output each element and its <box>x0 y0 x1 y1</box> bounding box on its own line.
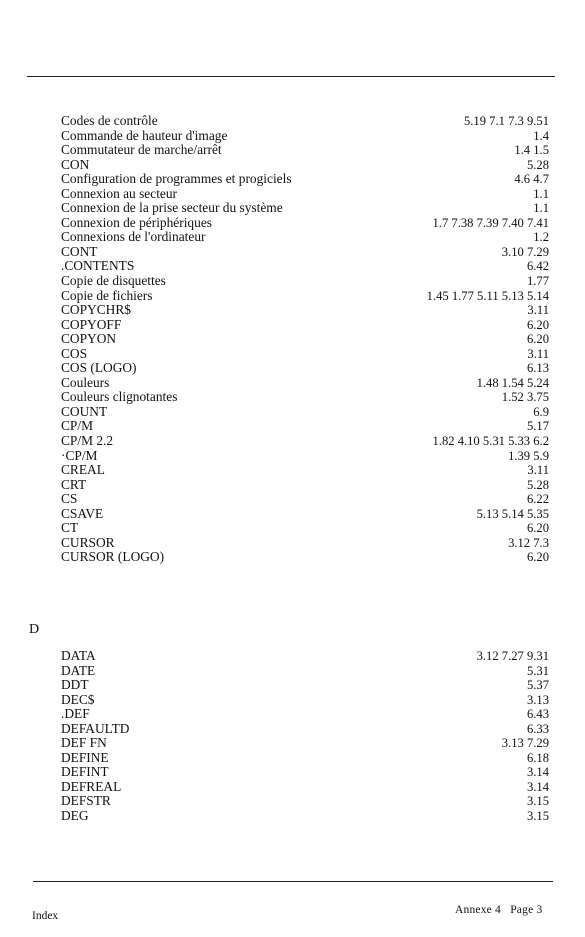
index-entry <box>61 550 549 565</box>
index-entry <box>61 463 549 478</box>
entry-term: COPYCHR$ <box>61 302 131 318</box>
index-entry <box>61 780 549 795</box>
entry-term: DEFSTR <box>61 793 111 809</box>
entry-term: Couleurs clignotantes <box>61 389 178 405</box>
entry-term: Copie de disquettes <box>61 273 166 289</box>
entry-term: CP/M 2.2 <box>61 433 114 449</box>
index-entry <box>61 736 549 751</box>
index-entry <box>61 158 549 173</box>
index-entry <box>61 332 549 347</box>
index-entry <box>61 245 549 260</box>
index-entry <box>61 274 549 289</box>
index-entry <box>61 230 549 245</box>
entry-term: CURSOR <box>61 534 115 550</box>
entry-term: COPYOFF <box>61 316 122 332</box>
entry-term: Commutateur de marche/arrêt <box>61 142 222 158</box>
entry-term: DATE <box>61 662 96 678</box>
entry-page-references: 6.33 <box>526 721 549 736</box>
entry-term: CURSOR (LOGO) <box>61 549 165 565</box>
entry-page-references: 3.13 <box>526 692 549 707</box>
index-entry <box>61 143 549 158</box>
entry-page-references: 6.43 <box>526 707 549 722</box>
entry-page-references: 1.45 1.77 5.11 5.13 5.14 <box>426 288 549 303</box>
index-entry <box>61 751 549 766</box>
entry-page-references: 3.12 7.3 <box>508 535 549 550</box>
entry-term: DATA <box>61 648 96 663</box>
entry-page-references: 5.31 <box>526 663 549 678</box>
entry-page-references: 6.20 <box>526 550 549 565</box>
entry-page-references: 6.20 <box>526 332 549 347</box>
entry-page-references: 1.48 1.54 5.24 <box>476 375 549 390</box>
entry-page-references: 5.28 <box>526 157 549 172</box>
entry-term: COUNT <box>61 403 108 419</box>
index-entry <box>61 765 549 780</box>
entry-page-references: 5.19 7.1 7.3 9.51 <box>463 114 549 128</box>
entry-page-references: 6.20 <box>526 521 549 536</box>
entry-page-references: 6.42 <box>526 259 549 274</box>
entry-term: CT <box>61 520 79 536</box>
index-entry <box>61 216 549 231</box>
index-section-c <box>61 114 549 565</box>
index-entry <box>61 405 549 420</box>
entry-term: Configuration de programmes et progiciels <box>61 171 292 187</box>
index-entry <box>61 434 549 449</box>
entry-page-references: 1.2 <box>533 230 549 245</box>
entry-term: Connexion de la prise secteur du système <box>61 200 283 216</box>
entry-page-references: 1.1 <box>533 201 549 216</box>
entry-term: DEG <box>61 808 89 824</box>
index-entry <box>61 347 549 362</box>
footer-section-name: Index <box>32 910 59 922</box>
entry-term: .CONTENTS <box>61 258 135 274</box>
index-entry <box>61 678 549 693</box>
entry-page-references: 1.7 7.38 7.39 7.40 7.41 <box>432 215 549 230</box>
entry-term: COS (LOGO) <box>61 360 137 376</box>
entry-page-references: 3.10 7.29 <box>501 244 549 259</box>
index-entry <box>61 318 549 333</box>
index-entry <box>61 259 549 274</box>
entry-term: CONT <box>61 243 98 259</box>
entry-term: CS <box>61 491 78 507</box>
entry-term: Copie de fichiers <box>61 287 153 303</box>
index-entry <box>61 187 549 202</box>
entry-page-references: 5.17 <box>526 419 549 434</box>
entry-term: .DEF <box>61 706 90 722</box>
entry-term: COS <box>61 345 88 361</box>
section-letter-d: D <box>29 622 40 637</box>
entry-page-references: 4.6 4.7 <box>514 172 549 187</box>
index-entry <box>61 664 549 679</box>
index-entry <box>61 201 549 216</box>
index-entry <box>61 649 549 664</box>
entry-page-references: 6.22 <box>526 492 549 507</box>
entry-page-references: 6.9 <box>533 404 549 419</box>
index-entry <box>61 419 549 434</box>
entry-page-references: 3.11 <box>527 303 549 318</box>
entry-term: CON <box>61 156 90 172</box>
entry-page-references: 1.77 <box>526 274 549 289</box>
entry-page-references: 3.12 7.27 9.31 <box>476 649 549 663</box>
entry-term: Couleurs <box>61 374 110 390</box>
entry-term: COPYON <box>61 331 117 347</box>
entry-term: CSAVE <box>61 505 104 521</box>
index-section-d <box>61 649 549 824</box>
entry-term: ·CP/M <box>61 447 98 463</box>
entry-page-references: 5.37 <box>526 678 549 693</box>
entry-page-references: 1.39 5.9 <box>508 448 549 463</box>
index-entry <box>61 390 549 405</box>
entry-term: Connexions de l'ordinateur <box>61 229 206 245</box>
entry-term: Connexion de périphériques <box>61 214 212 230</box>
index-entry <box>61 507 549 522</box>
entry-page-references: 1.4 <box>533 128 549 143</box>
entry-term: Commande de hauteur d'image <box>61 127 228 143</box>
index-entry <box>61 172 549 187</box>
entry-page-references: 6.20 <box>526 317 549 332</box>
entry-term: DEFINE <box>61 749 109 765</box>
entry-page-references: 3.14 <box>526 779 549 794</box>
entry-page-references: 1.1 <box>533 186 549 201</box>
index-entry <box>61 722 549 737</box>
index-entry <box>61 521 549 536</box>
index-entry <box>61 361 549 376</box>
entry-page-references: 5.13 5.14 5.35 <box>476 506 549 521</box>
entry-term: DEFREAL <box>61 778 122 794</box>
footer-rule <box>33 881 553 882</box>
entry-term: CP/M <box>61 418 94 434</box>
entry-page-references: 6.13 <box>526 361 549 376</box>
entry-term: CREAL <box>61 462 105 478</box>
index-entry <box>61 129 549 144</box>
entry-term: Codes de contrôle <box>61 113 158 128</box>
index-entry <box>61 376 549 391</box>
entry-page-references: 3.15 <box>526 794 549 809</box>
entry-page-references: 3.11 <box>527 463 549 478</box>
entry-page-references: 3.11 <box>527 346 549 361</box>
index-entry <box>61 492 549 507</box>
entry-term: DEFINT <box>61 764 109 780</box>
entry-term: DDT <box>61 677 89 693</box>
entry-page-references: 5.28 <box>526 477 549 492</box>
entry-page-references: 3.14 <box>526 765 549 780</box>
index-entry <box>61 289 549 304</box>
entry-term: Connexion au secteur <box>61 185 178 201</box>
entry-term: DEF FN <box>61 735 107 751</box>
entry-page-references: 3.13 7.29 <box>501 736 549 751</box>
header-rule <box>27 76 555 77</box>
entry-page-references: 1.82 4.10 5.31 5.33 6.2 <box>432 434 549 449</box>
index-entry <box>61 693 549 708</box>
index-entry <box>61 809 549 824</box>
entry-term: DEC$ <box>61 691 95 707</box>
index-entry <box>61 303 549 318</box>
index-entry <box>61 478 549 493</box>
footer-page-number: Annexe 4 Page 3 <box>455 904 543 916</box>
entry-page-references: 1.4 1.5 <box>514 143 549 158</box>
index-entry <box>61 707 549 722</box>
index-entry <box>61 449 549 464</box>
entry-page-references: 1.52 3.75 <box>501 390 549 405</box>
index-entry <box>61 794 549 809</box>
entry-page-references: 3.15 <box>526 809 549 824</box>
index-entry <box>61 536 549 551</box>
index-entry <box>61 114 549 129</box>
entry-page-references: 6.18 <box>526 750 549 765</box>
entry-term: DEFAULTD <box>61 720 130 736</box>
entry-term: CRT <box>61 476 87 492</box>
